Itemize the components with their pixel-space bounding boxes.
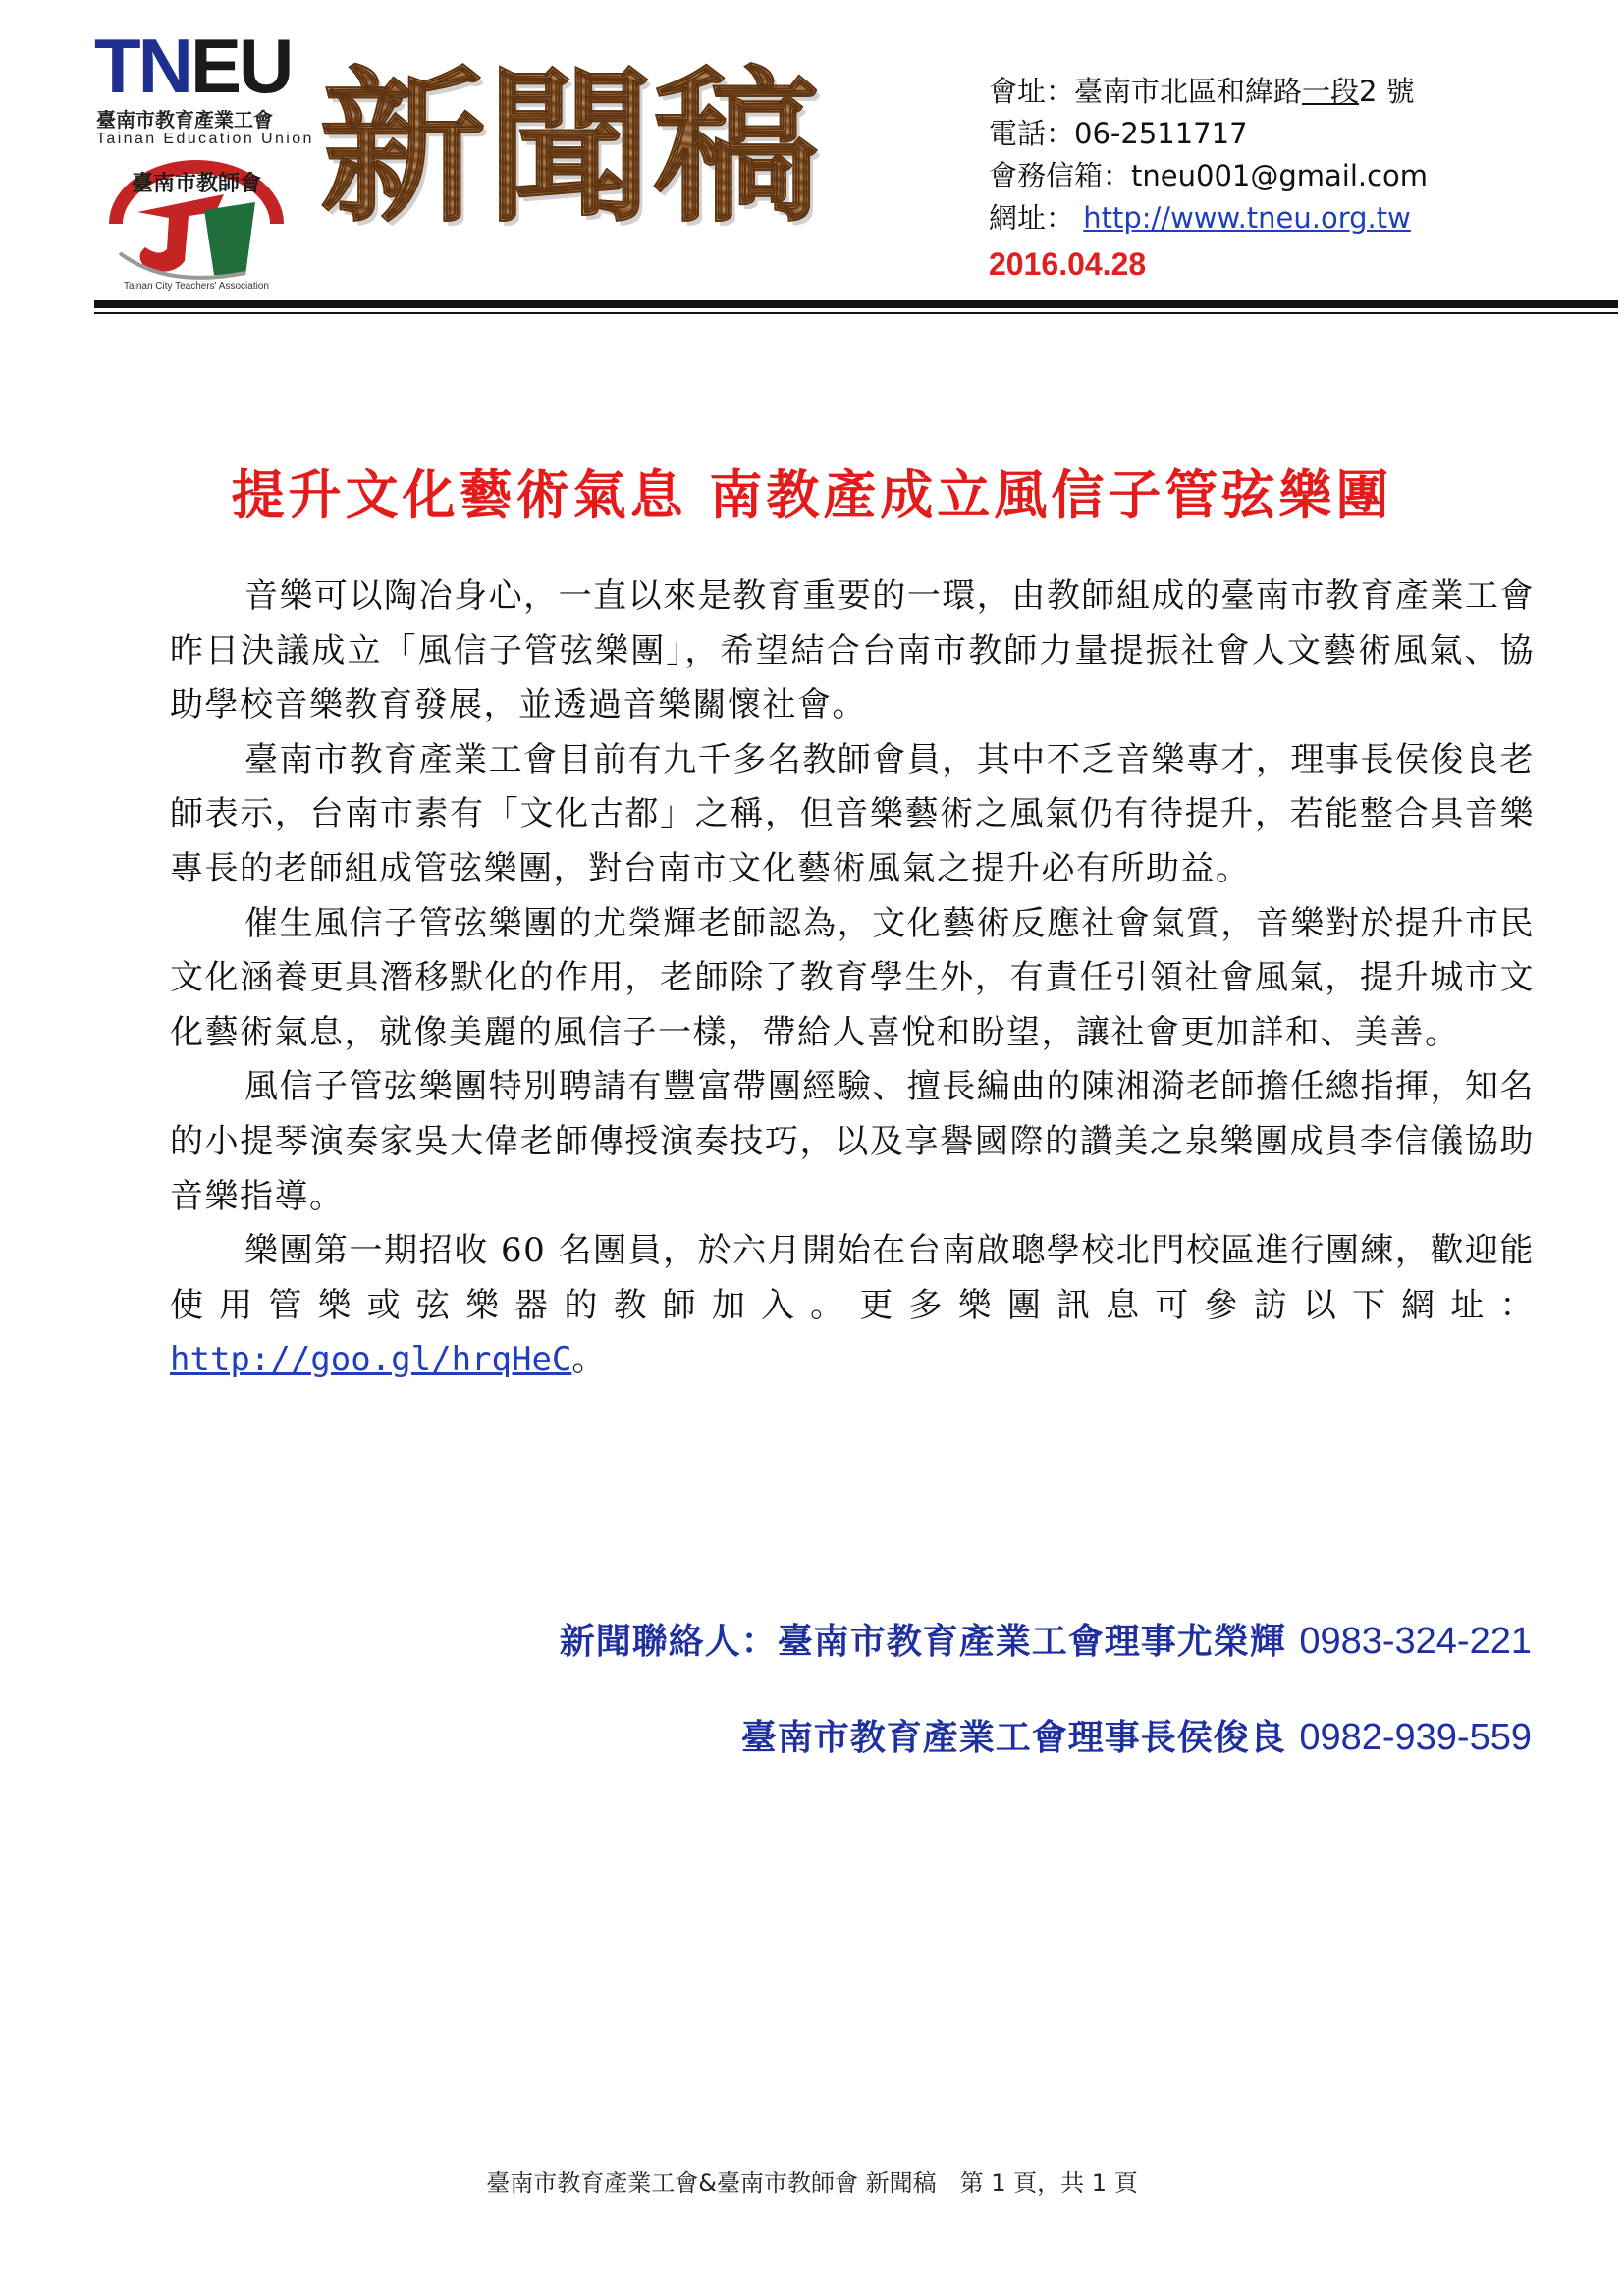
- website-link[interactable]: http://www.tneu.org.tw: [1083, 201, 1411, 235]
- paragraph-3: 催生風信子管弦樂團的尤榮輝老師認為，文化藝術反應社會氣質，音樂對於提升市民文化涵養更具潛移默化的作用，老師除了教育學生外，有責任引領社會風氣，提升城市文化藝術氣息，就像美麗的風信子一樣，帶給人喜悅和盼望，讓社會更加詳和、美善。: [170, 903, 1535, 1052]
- header-divider-thin: [94, 312, 1618, 314]
- tneu-logo-mark: TNEU: [94, 23, 292, 109]
- union-logo: [94, 23, 314, 293]
- address-row: 會址：臺南市北區和緯路一段2 號: [989, 75, 1415, 108]
- page-footer: 臺南市教育產業工會&臺南市教師會 新聞稿 第 1 頁，共 1 頁: [486, 2169, 1138, 2197]
- article-body: [170, 569, 1535, 1388]
- website-row: 網址： http://www.tneu.org.tw: [989, 201, 1411, 235]
- release-date: 2016.04.28: [989, 246, 1147, 282]
- contact-phone-2: 0982-939-559: [1299, 1717, 1532, 1758]
- press-release-title: 新聞稿: [320, 50, 821, 244]
- phone-row: 電話：06-2511717: [989, 117, 1248, 150]
- paragraph-1: 音樂可以陶冶身心，一直以來是教育重要的一環，由教師組成的臺南市教育產業工會昨日決議成立「風信子管弦樂團」，希望結合台南市教師力量提振社會人文藝術風氣、協助學校音樂教育發展，並透過音樂關懷社會。: [170, 576, 1535, 725]
- teachers-association-seal-icon: [98, 155, 295, 293]
- paragraph-2: 臺南市教育產業工會目前有九千多名教師會員，其中不乏音樂專才，理事長侯俊良老師表示，台南市素有「文化古都」之稱，但音樂藝術之風氣仍有待提升，若能整合具音樂專長的老師組成管弦樂團，對台南市文化藝術風氣之提升必有所助益。: [170, 739, 1535, 888]
- paragraph-4: 風信子管弦樂團特別聘請有豐富帶團經驗、擅長編曲的陳湘漪老師擔任總指揮，知名的小提琴演奏家吳大偉老師傳授演奏技巧，以及享譽國際的讚美之泉樂團成員李信儀協助音樂指導。: [170, 1067, 1535, 1216]
- contact-info: [989, 71, 1428, 286]
- union-name-en: Tainan Education Union: [96, 131, 314, 147]
- svg-text:Tainan City Teachers' Associat: Tainan City Teachers' Association: [124, 281, 269, 292]
- contact-phone-1: 0983-324-221: [1299, 1621, 1532, 1662]
- email-row: 會務信箱：tneu001@gmail.com: [989, 159, 1429, 192]
- union-name-zh: 臺南市教育產業工會: [96, 108, 273, 132]
- svg-text:臺南市教師會: 臺南市教師會: [131, 171, 262, 196]
- email-address: tneu001@gmail.com: [1131, 159, 1429, 192]
- paragraph-5: 樂團第一期招收 60 名團員，於六月開始在台南啟聰學校北門校區進行團練，歡迎能使用管樂或弦樂器的教師加入。更多樂團訊息可參訪以下網址：http://goo.gl/hrqHeC。: [170, 1231, 1535, 1380]
- news-contact-person: 新聞聯絡人：臺南市教育產業工會理事尤榮輝 0983-324-221: [559, 1621, 1532, 1662]
- orchestra-info-link[interactable]: http://goo.gl/hrqHeC: [170, 1340, 572, 1380]
- article-headline: 提升文化藝術氣息 南教產成立風信子管弦樂團: [231, 463, 1393, 526]
- phone-number: 06-2511717: [1074, 117, 1248, 150]
- union-chairman-contact: 臺南市教育產業工會理事長侯俊良 0982-939-559: [740, 1717, 1532, 1758]
- header-divider-thick: [94, 300, 1618, 308]
